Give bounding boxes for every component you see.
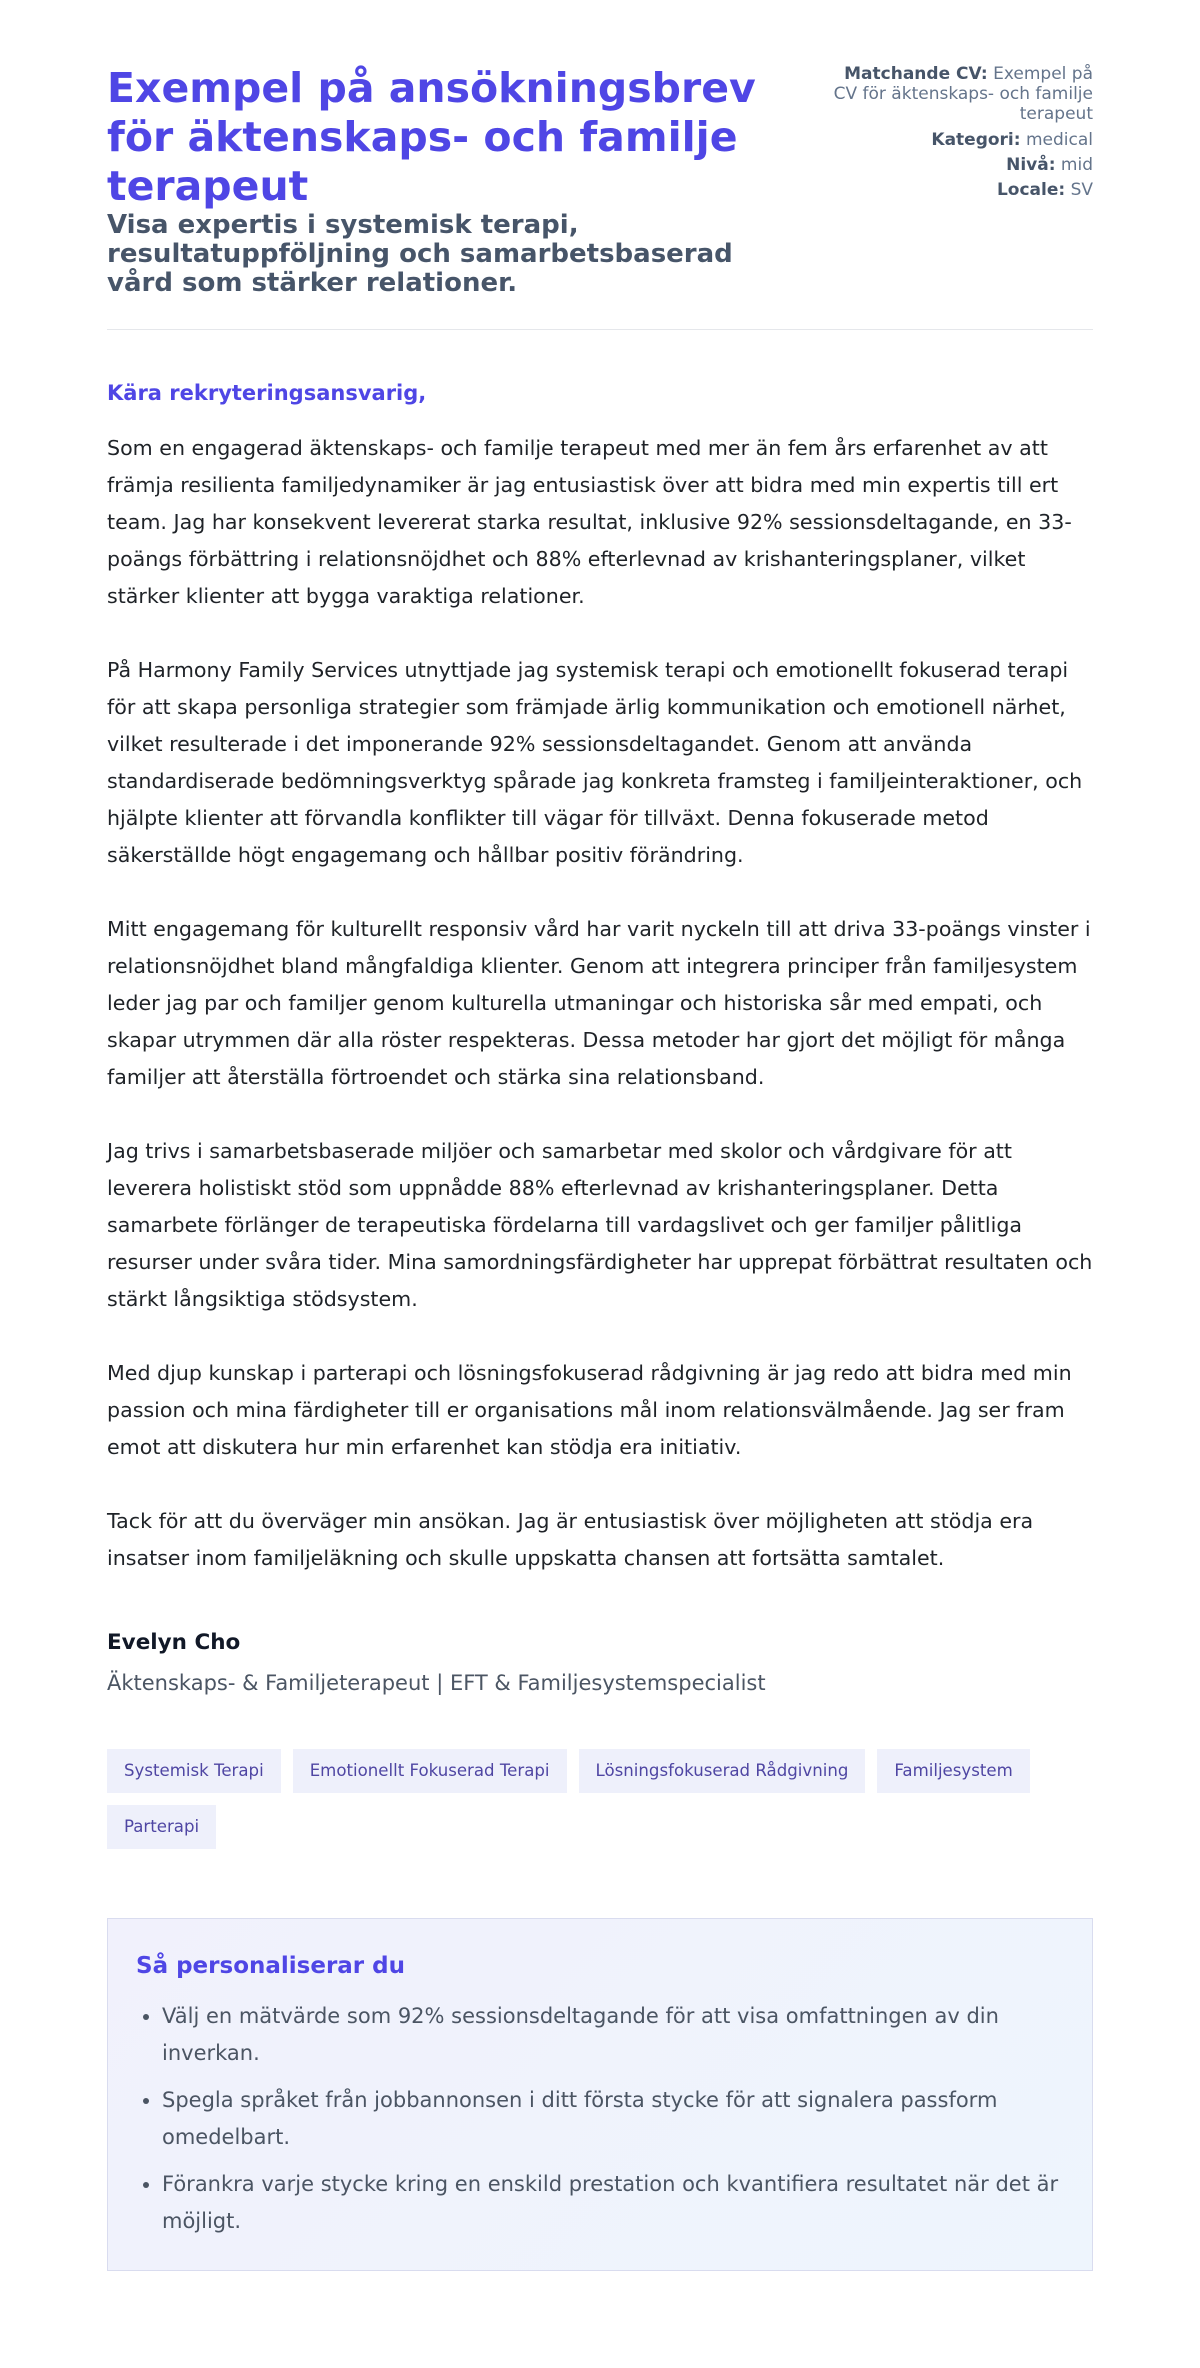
- skill-tag: Systemisk Terapi: [107, 1749, 281, 1793]
- meta-category-label: Kategori:: [931, 130, 1021, 150]
- meta-locale: [823, 180, 1093, 200]
- signature-name: Evelyn Cho: [107, 1630, 241, 1655]
- letter-body: [107, 380, 1093, 1577]
- meta-category: [823, 130, 1093, 150]
- meta-panel: [823, 64, 1093, 205]
- meta-level-label: Nivå:: [1006, 155, 1056, 175]
- signature-block: [107, 1629, 1093, 1697]
- tip-item: • Spegla språket från jobbannonsen i ditt första stycke för att signalera passform omedelbart.: [162, 2082, 1064, 2156]
- tips-title: Så personaliserar du: [136, 1953, 405, 1979]
- page-header: [107, 64, 1093, 330]
- letter-greeting: Kära rekryteringsansvarig,: [107, 381, 427, 405]
- signature-title: Äktenskaps- & Familjeterapeut | EFT & Familjesystemspecialist: [107, 1671, 766, 1695]
- tips-list: [136, 1998, 1064, 2240]
- skill-tag: Parterapi: [107, 1805, 216, 1849]
- tip-item: • Förankra varje stycke kring en enskild prestation och kvantifiera resultatet när det är möjligt.: [162, 2166, 1064, 2240]
- meta-level-value: mid: [1060, 155, 1093, 175]
- meta-category-value: medical: [1025, 130, 1093, 150]
- meta-cv-value: Exempel på CV för äktenskaps- och familje terapeut: [833, 64, 1093, 124]
- meta-cv-label: Matchande CV:: [844, 64, 988, 84]
- meta-level: [823, 155, 1093, 175]
- letter-paragraph: Jag trivs i samarbetsbaserade miljöer och samarbetar med skolor och vårdgivare för att leverera holistiskt stöd som uppnådde 88% efterlevnad av krishanteringsplaner. Detta samarbete förlänger de terapeutiska fördelarna till vardagslivet och ger familjer pålitliga resurser under svåra tider. Mina samordningsfärdigheter har upprepat förbättrat resultaten och stärkt långsiktiga stödsystem.: [107, 1139, 1093, 1311]
- personalization-tips: [107, 1918, 1093, 2271]
- page-title: Exempel på ansökningsbrev för äktenskaps- och familje terapeut: [107, 64, 756, 210]
- meta-matching-cv: [823, 64, 1093, 124]
- skill-tag: Emotionellt Fokuserad Terapi: [293, 1749, 567, 1793]
- letter-paragraph: Mitt engagemang för kulturellt responsiv vård har varit nyckeln till att driva 33-poängs vinster i relationsnöjdhet bland mångfaldiga klienter. Genom att integrera principer från familjesystem leder jag par och familjer genom kulturella utmaningar och historiska sår med empati, och skapar utrymmen där alla röster respekteras. Dessa metoder har gjort det möjligt för många familjer att återställa förtroendet och stärka sina relationsband.: [107, 917, 1091, 1089]
- skill-tag: Lösningsfokuserad Rådgivning: [579, 1749, 866, 1793]
- letter-paragraph: Tack för att du överväger min ansökan. Jag är entusiastisk över möjligheten att stödja era insatser inom familjeläkning och skulle uppskatta chansen att fortsätta samtalet.: [107, 1509, 1034, 1570]
- meta-locale-label: Locale:: [996, 180, 1066, 200]
- letter-paragraph: Med djup kunskap i parterapi och lösningsfokuserad rådgivning är jag redo att bidra med min passion och mina färdigheter till er organisations mål inom relationsvälmående. Jag ser fram emot att diskutera hur min erfarenhet kan stödja era initiativ.: [107, 1361, 1072, 1459]
- letter-paragraph: Som en engagerad äktenskaps- och familje terapeut med mer än fem års erfarenhet av att främja resilienta familjedynamiker är jag entusiastisk över att bidra med min expertis till ert team. Jag har konsekvent levererat starka resultat, inklusive 92% sessionsdeltagande, en 33-poängs förbättring i relationsnöjdhet och 88% efterlevnad av krishanteringsplaner, vilket stärker klienter att bygga varaktiga relationer.: [107, 436, 1072, 608]
- skill-tags: [107, 1749, 1097, 1849]
- letter-paragraph: På Harmony Family Services utnyttjade jag systemisk terapi och emotionellt fokuserad terapi för att skapa personliga strategier som främjade ärlig kommunikation och emotionell närhet, vilket resulterade i det imponerande 92% sessionsdeltagandet. Genom att använda standardiserade bedömningsverktyg spårade jag konkreta framsteg i familjeinteraktioner, och hjälpte klienter att förvandla konflikter till vägar för tillväxt. Denna fokuserade metod säkerställde högt engagemang och hållbar positiv förändring.: [107, 658, 1083, 867]
- tip-item: • Välj en mätvärde som 92% sessionsdeltagande för att visa omfattningen av din inverkan.: [162, 1998, 1064, 2072]
- skill-tag: Familjesystem: [877, 1749, 1029, 1793]
- page-subtitle: Visa expertis i systemisk terapi, resultatuppföljning och samarbetsbaserad vård som stärker relationer.: [107, 210, 733, 298]
- meta-locale-value: SV: [1070, 180, 1093, 200]
